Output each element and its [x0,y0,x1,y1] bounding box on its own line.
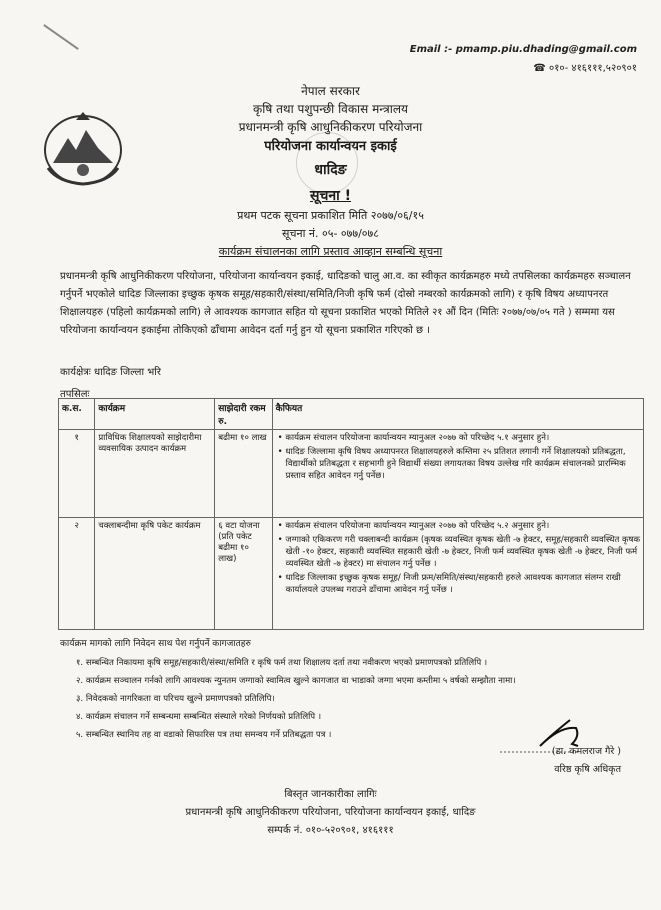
unit-name: परियोजना कार्यान्वयन इकाई [264,139,397,154]
row-amount: बढीमा १० लाख [215,430,272,518]
row-program: चक्लाबन्दीमा कृषि पकेट कार्यक्रम [95,518,215,630]
note-item: • धादिङ जिल्लाका इच्छुक कृषक समूह/ निजी फ्रम/समिति/संस्था/सहकारी हरुले आवश्यक कागजात संलग्न राखी कार्यालयले उपलब्ध गराउने ढाँचामा आवेदन गर्नु पर्नेछ । [277,573,621,595]
row-sn: २ [59,518,95,630]
col-amount: साझेदारी रकम रु. [215,399,272,430]
table-row [59,430,644,518]
note-item: • जग्गाको एकिकरण गरी चक्लाबन्दी कार्यक्रम (कृषक व्यवस्थित कृषक खेती -७ हेक्टर, समूह/सहकारी व्यवस्थित कृषक खेती -१० हेक्टर, सहकारी व्यवस्थित सहकारी खेती -७ हेक्टर, निजी फर्म व्यवस्थित कृषक खेती -७ हेक्टर, निजी फर्म व्यवस्थित खेती -७ हेक्टर) मा संचालन गर्नु पर्नेछ । [277,535,640,569]
notice-paragraph: प्रधानमन्त्री कृषि आधुनिकीकरण परियोजना, परियोजना कार्यान्वयन इकाई, धादिङको चालु आ.व. का स्वीकृत कार्यक्रमहरु मध्ये तपसिलका कार्यक्रमहरु सञ्चालन गर्नुपर्ने भएकोले धादिङ जिल्लाका इच्छुक कृषक समूह/सहकारी/संस्था/समिति/निजी कृषि फर्म (दोस्रो नम्बरको कार्यक्रमको लागि) र कृषि विषय अध्यापनरत शिक्षालयहरु (पहिलो कार्यक्रमको लागि) ले आवश्यक कागजात सहित यो सूचना प्रकाशित भएको मितिले २१ औं दिन (मितिः २०७७/०७/०५ गते ) सम्ममा यस परियोजना कार्यान्वयन इकाईमा तोकिएको ढाँचामा आवेदन दर्ता गर्नु हुन यो सूचना प्रकाशित गरिएको छ । [60,271,631,336]
document-item: २. कार्यक्रम सञ्चालन गर्नको लागि आवश्यक न्युनतम जग्गाको स्वामित्व खुल्ने कागजात वा भाडाको जग्गा भएमा कम्तीमा ५ वर्षको सम्झौता नामा। [76,676,516,686]
table-row [59,518,644,630]
work-area: कार्यक्षेत्रः धादिङ जिल्ला भरि [60,367,161,378]
note-item: • कार्यक्रम संचालन परियोजना कार्यान्वयन म्यानुअल २०७७ को परिच्छेद ५.२ अनुसार हुने। [277,521,550,531]
footer-office: प्रधानमन्त्री कृषि आधुनिकीकरण परियोजना, परियोजना कार्यान्वयन इकाई, धादिङ [185,807,476,818]
document-item: ३. निवेदकको नागरिकता वा परिचय खुल्ने प्रमाणपत्रको प्रतिलिपि। [76,694,275,704]
program-table [58,398,644,630]
row-notes [272,518,643,630]
contact-email: Email :- pmamp.piu.dhading@gmail.com [409,44,637,55]
ministry-name: कृषि तथा पशुपन्छी विकास मन्त्रालय [253,102,408,116]
contact-phone: ☎ ०१०- ४१६१११,५२०९०१ [533,63,637,74]
document-item: ४. कार्यक्रम संचालन गर्ने सम्बन्धमा सम्बन्धित संस्थाले गरेको निर्णयको प्रतिलिपि । [76,712,322,722]
government-name: नेपाल सरकार [301,84,360,98]
project-name: प्रधानमन्त्री कृषि आधुनिकीकरण परियोजना [238,120,423,134]
col-program: कार्यक्रम [95,399,215,430]
notice-heading: सूचना ! [309,188,351,204]
footer-contact: सम्पर्क नं. ०१०-५२०९०१, ४१६१११ [267,825,394,836]
row-notes [272,430,643,518]
document-item: ५. सम्बन्धित स्थानिय तह वा वडाको सिफारिस पत्र तथा समन्वय गर्ने प्रतिबद्धता पत्र । [76,730,332,740]
row-sn: १ [59,430,95,518]
scan-mark [43,24,79,50]
table-label: तपसिलः [60,389,90,400]
table-header-row [59,399,644,430]
notice-number: सूचना नं. ०५- ०७७/०७८ [282,227,379,240]
footer-info-label: बिस्तृत जानकारीका लागिः [284,789,377,800]
signatory-title: वरिष्ठ कृषि अधिकृत [554,764,621,775]
note-item: • कार्यक्रम संचालन परियोजना कार्यान्वयन म्यानुअल २०७७ को परिच्छेद ५.१ अनुसार हुने। [277,433,550,443]
col-sn: क.स. [59,399,95,430]
note-item: • धादिङ जिल्लामा कृषि विषय अध्यापनरत शिक्षालयहरुले कम्तिमा २५ प्रतिशत लगानी गर्ने शिक्षालयको प्रतिबद्धता, विद्यार्थीको प्रतिबद्धता र सहभागी हुने विद्यार्थी संख्या लगायतका विषय उल्लेख गरि कार्यक्रम संचालनको प्रारम्भिक प्रस्ताव सहित आवेदन गर्नु पर्नेछ। [277,447,626,481]
row-amount: ६ वटा योजना (प्रति पकेट बढीमा १० लाख) [215,518,272,630]
documents-title: कार्यक्रम मागको लागि निवेदन साथ पेश गर्नुपर्ने कागजातहरु [60,639,251,649]
notice-subject: कार्यक्रम संचालनका लागि प्रस्ताव आव्हान सम्बन्धि सूचना [218,245,443,258]
signatory-name: (डा. कमलराज गैरे ) [551,746,621,757]
location: धादिङ [314,162,347,178]
publish-date: प्रथम पटक सूचना प्रकाशित मिति २०७७/०६/१५ [237,209,424,222]
row-program: प्राविधिक शिक्षालयको साझेदारीमा व्यवसायिक उत्पादन कार्यक्रम [95,430,215,518]
col-notes: कैफियत [272,399,643,430]
document-item: १. सम्बन्धित निकायमा कृषि समूह/सहकारी/संस्था/समिति र कृषि फर्म तथा शिक्षालय दर्ता तथा नवीकरण भएको प्रमाणपत्रको प्रतिलिपि । [76,658,488,668]
